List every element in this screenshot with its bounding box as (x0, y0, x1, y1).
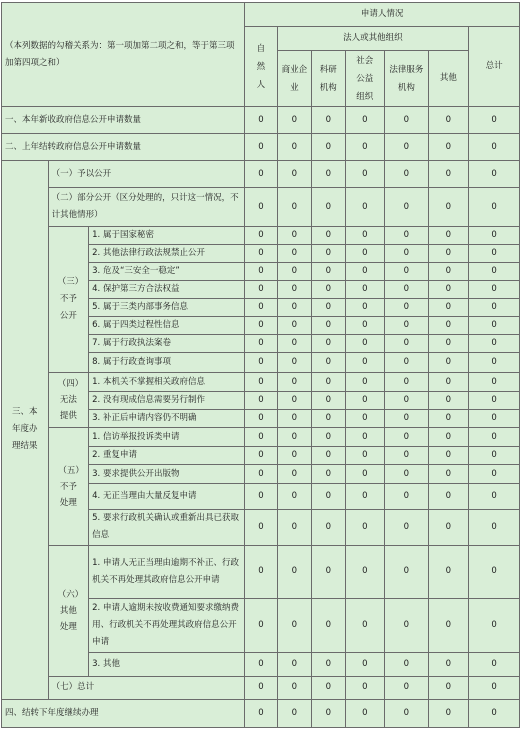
cell-value: 0 (312, 134, 345, 161)
cell-value: 0 (469, 317, 520, 335)
cell-value: 0 (345, 335, 385, 353)
cell-value: 0 (345, 281, 385, 299)
cell-value: 0 (345, 465, 385, 484)
cell-value: 0 (277, 447, 311, 465)
cell-value: 0 (385, 447, 429, 465)
result-item: 4. 保护第三方合法权益 (89, 281, 245, 299)
cell-value: 0 (277, 299, 311, 317)
cell-value: 0 (345, 134, 385, 161)
cell-value: 0 (428, 281, 469, 299)
cell-value: 0 (345, 699, 385, 727)
result-item: 1. 信访举报投诉类申请 (89, 428, 245, 447)
cell-value: 0 (428, 227, 469, 245)
result-item: 3. 危及“三安全一稳定” (89, 263, 245, 281)
cell-value: 0 (428, 447, 469, 465)
cell-value: 0 (469, 598, 520, 652)
commercial-header: 商业企业 (277, 51, 311, 107)
cell-value: 0 (277, 373, 311, 392)
cell-value: 0 (345, 676, 385, 699)
cell-value: 0 (245, 335, 277, 353)
result-item: 4. 无正当理由大量反复申请 (89, 484, 245, 509)
result-item: 2. 申请人逾期未按收费通知要求缴纳费用、行政机关不再处理其政府信息公开申请 (89, 598, 245, 652)
cell-value: 0 (312, 598, 345, 652)
cell-value: 0 (312, 447, 345, 465)
cell-value: 0 (385, 353, 429, 373)
cell-value: 0 (469, 447, 520, 465)
cell-value: 0 (428, 107, 469, 134)
cell-value: 0 (245, 373, 277, 392)
cell-value: 0 (469, 652, 520, 676)
cell-value: 0 (245, 107, 277, 134)
result-item: 1. 本机关不掌握相关政府信息 (89, 373, 245, 392)
cell-value: 0 (428, 317, 469, 335)
cell-value: 0 (277, 335, 311, 353)
cell-value: 0 (245, 317, 277, 335)
cell-value: 0 (469, 134, 520, 161)
cell-value: 0 (277, 134, 311, 161)
result-group-4-label: （四）无法提供 (48, 373, 89, 428)
cell-value: 0 (469, 245, 520, 263)
cell-value: 0 (428, 484, 469, 509)
cell-value: 0 (385, 652, 429, 676)
result-item: 2. 没有现成信息需要另行制作 (89, 392, 245, 410)
social-welfare-header: 社会公益组织 (345, 51, 385, 107)
cell-value: 0 (312, 676, 345, 699)
cell-value: 0 (277, 428, 311, 447)
cell-value: 0 (428, 299, 469, 317)
cell-value: 0 (245, 509, 277, 545)
cell-value: 0 (345, 509, 385, 545)
cell-value: 0 (428, 353, 469, 373)
cell-value: 0 (385, 484, 429, 509)
cell-value: 0 (385, 245, 429, 263)
result-item: 3. 要求提供公开出版物 (89, 465, 245, 484)
cell-value: 0 (428, 392, 469, 410)
cell-value: 0 (469, 107, 520, 134)
other-header: 其他 (428, 51, 469, 107)
cell-value: 0 (428, 509, 469, 545)
cell-value: 0 (385, 465, 429, 484)
cell-value: 0 (245, 227, 277, 245)
cell-value: 0 (385, 392, 429, 410)
section4-label: 四、结转下年度继续办理 (2, 699, 245, 727)
cell-value: 0 (385, 317, 429, 335)
cell-value: 0 (385, 188, 429, 227)
cell-value: 0 (312, 107, 345, 134)
cell-value: 0 (312, 699, 345, 727)
cell-value: 0 (428, 545, 469, 598)
total-header: 总计 (469, 27, 520, 107)
cell-value: 0 (312, 281, 345, 299)
cell-value: 0 (345, 317, 385, 335)
cell-value: 0 (428, 652, 469, 676)
cell-value: 0 (385, 373, 429, 392)
cell-value: 0 (345, 263, 385, 281)
result-item: 5. 属于三类内部事务信息 (89, 299, 245, 317)
cell-value: 0 (245, 699, 277, 727)
cell-value: 0 (245, 447, 277, 465)
cell-value: 0 (245, 484, 277, 509)
cell-value: 0 (312, 428, 345, 447)
cell-value: 0 (312, 410, 345, 428)
result-item: 5. 要求行政机关确认或重新出具已获取信息 (89, 509, 245, 545)
cell-value: 0 (385, 107, 429, 134)
cell-value: 0 (245, 392, 277, 410)
cell-value: 0 (385, 299, 429, 317)
cell-value: 0 (385, 428, 429, 447)
cell-value: 0 (245, 134, 277, 161)
cell-value: 0 (277, 545, 311, 598)
cell-value: 0 (469, 281, 520, 299)
cell-value: 0 (245, 299, 277, 317)
cell-value: 0 (277, 676, 311, 699)
result-item: 3. 其他 (89, 652, 245, 676)
result-item: 2. 其他法律行政法规禁止公开 (89, 245, 245, 263)
cell-value: 0 (312, 227, 345, 245)
cell-value: 0 (245, 410, 277, 428)
cell-value: 0 (345, 484, 385, 509)
cell-value: 0 (345, 428, 385, 447)
cell-value: 0 (277, 107, 311, 134)
cell-value: 0 (345, 245, 385, 263)
corner-note-cell (2, 3, 245, 107)
cell-value: 0 (428, 161, 469, 188)
cell-value: 0 (428, 598, 469, 652)
cell-value: 0 (312, 652, 345, 676)
cell-value: 0 (245, 245, 277, 263)
cell-value: 0 (428, 188, 469, 227)
cell-value: 0 (345, 161, 385, 188)
cell-value: 0 (469, 161, 520, 188)
cell-value: 0 (385, 676, 429, 699)
cell-value: 0 (469, 263, 520, 281)
cell-value: 0 (277, 699, 311, 727)
cell-value: 0 (277, 227, 311, 245)
cell-value: 0 (277, 484, 311, 509)
cell-value: 0 (345, 652, 385, 676)
cell-value: 0 (345, 598, 385, 652)
result-item: 1. 属于国家秘密 (89, 227, 245, 245)
cell-value: 0 (277, 598, 311, 652)
result-item: 6. 属于四类过程性信息 (89, 317, 245, 335)
cell-value: 0 (245, 465, 277, 484)
cell-value: 0 (312, 509, 345, 545)
cell-value: 0 (428, 428, 469, 447)
disclosure-statistics-table (1, 2, 520, 728)
cell-value: 0 (428, 245, 469, 263)
result-group-7-label: （七）总计 (48, 676, 245, 699)
result-item: 1. 申请人无正当理由逾期不补正、行政机关不再处理其政府信息公开申请 (89, 545, 245, 598)
result-group-6-label: （六）其他处理 (48, 545, 89, 676)
cell-value: 0 (469, 484, 520, 509)
cell-value: 0 (245, 353, 277, 373)
cell-value: 0 (312, 484, 345, 509)
cell-value: 0 (312, 335, 345, 353)
cell-value: 0 (469, 428, 520, 447)
cell-value: 0 (312, 353, 345, 373)
section1-label: 一、本年新收政府信息公开申请数量 (2, 107, 245, 134)
cell-value: 0 (245, 161, 277, 188)
cell-value: 0 (469, 188, 520, 227)
section2-label: 二、上年结转政府信息公开申请数量 (2, 134, 245, 161)
cell-value: 0 (277, 465, 311, 484)
cell-value: 0 (312, 188, 345, 227)
cell-value: 0 (345, 107, 385, 134)
cell-value: 0 (312, 373, 345, 392)
cell-value: 0 (277, 188, 311, 227)
cell-value: 0 (469, 299, 520, 317)
cell-value: 0 (245, 545, 277, 598)
cell-value: 0 (277, 410, 311, 428)
cell-value: 0 (277, 245, 311, 263)
cell-value: 0 (277, 392, 311, 410)
legal-and-other-header: 法人或其他组织 (277, 27, 469, 51)
cell-value: 0 (277, 652, 311, 676)
cell-value: 0 (277, 317, 311, 335)
cell-value: 0 (428, 373, 469, 392)
cell-value: 0 (428, 335, 469, 353)
cell-value: 0 (469, 545, 520, 598)
result-item: 7. 属于行政执法案卷 (89, 335, 245, 353)
research-header: 科研机构 (312, 51, 345, 107)
natural-person-header: 自然人 (245, 27, 277, 107)
applicant-situation-header: 申请人情况 (245, 3, 520, 27)
cell-value: 0 (245, 676, 277, 699)
cell-value: 0 (245, 188, 277, 227)
cell-value: 0 (312, 245, 345, 263)
cell-value: 0 (345, 545, 385, 598)
cell-value: 0 (428, 676, 469, 699)
result-group-1-label: （一）予以公开 (48, 161, 245, 188)
cell-value: 0 (245, 428, 277, 447)
cell-value: 0 (277, 281, 311, 299)
cell-value: 0 (312, 299, 345, 317)
cell-value: 0 (469, 227, 520, 245)
cell-value: 0 (345, 227, 385, 245)
cell-value: 0 (428, 410, 469, 428)
cell-value: 0 (312, 545, 345, 598)
cell-value: 0 (385, 598, 429, 652)
result-group-3-label: （三）不予公开 (48, 227, 89, 373)
section3-label: 三、本年度办理结果 (2, 161, 49, 700)
cell-value: 0 (345, 392, 385, 410)
cell-value: 0 (385, 545, 429, 598)
cell-value: 0 (277, 509, 311, 545)
result-item: 8. 属于行政查询事项 (89, 353, 245, 373)
cell-value: 0 (469, 353, 520, 373)
cell-value: 0 (345, 188, 385, 227)
cell-value: 0 (469, 410, 520, 428)
cell-value: 0 (312, 263, 345, 281)
cell-value: 0 (385, 263, 429, 281)
result-group-5-label: （五）不予处理 (48, 428, 89, 545)
corner-note: （本列数据的勾稽关系为：第一项加第二项之和，等于第三项加第四项之和） (5, 40, 235, 68)
cell-value: 0 (345, 447, 385, 465)
cell-value: 0 (345, 299, 385, 317)
cell-value: 0 (385, 699, 429, 727)
cell-value: 0 (385, 335, 429, 353)
cell-value: 0 (312, 317, 345, 335)
cell-value: 0 (312, 465, 345, 484)
cell-value: 0 (345, 353, 385, 373)
cell-value: 0 (245, 598, 277, 652)
cell-value: 0 (345, 373, 385, 392)
cell-value: 0 (469, 676, 520, 699)
result-group-2-label: （二）部分公开（区分处理的，只计这一情况，不计其他情形） (48, 188, 245, 227)
cell-value: 0 (245, 281, 277, 299)
cell-value: 0 (277, 353, 311, 373)
result-item: 2. 重复申请 (89, 447, 245, 465)
cell-value: 0 (385, 410, 429, 428)
result-item: 3. 补正后申请内容仍不明确 (89, 410, 245, 428)
cell-value: 0 (277, 161, 311, 188)
cell-value: 0 (385, 227, 429, 245)
cell-value: 0 (312, 161, 345, 188)
cell-value: 0 (385, 161, 429, 188)
cell-value: 0 (428, 134, 469, 161)
cell-value: 0 (428, 465, 469, 484)
cell-value: 0 (469, 373, 520, 392)
cell-value: 0 (469, 392, 520, 410)
cell-value: 0 (277, 263, 311, 281)
legal-service-header: 法律服务机构 (385, 51, 429, 107)
cell-value: 0 (469, 699, 520, 727)
cell-value: 0 (312, 392, 345, 410)
cell-value: 0 (469, 509, 520, 545)
cell-value: 0 (345, 410, 385, 428)
cell-value: 0 (245, 652, 277, 676)
cell-value: 0 (385, 281, 429, 299)
cell-value: 0 (469, 465, 520, 484)
cell-value: 0 (385, 509, 429, 545)
cell-value: 0 (428, 699, 469, 727)
cell-value: 0 (469, 335, 520, 353)
cell-value: 0 (245, 263, 277, 281)
cell-value: 0 (385, 134, 429, 161)
cell-value: 0 (428, 263, 469, 281)
